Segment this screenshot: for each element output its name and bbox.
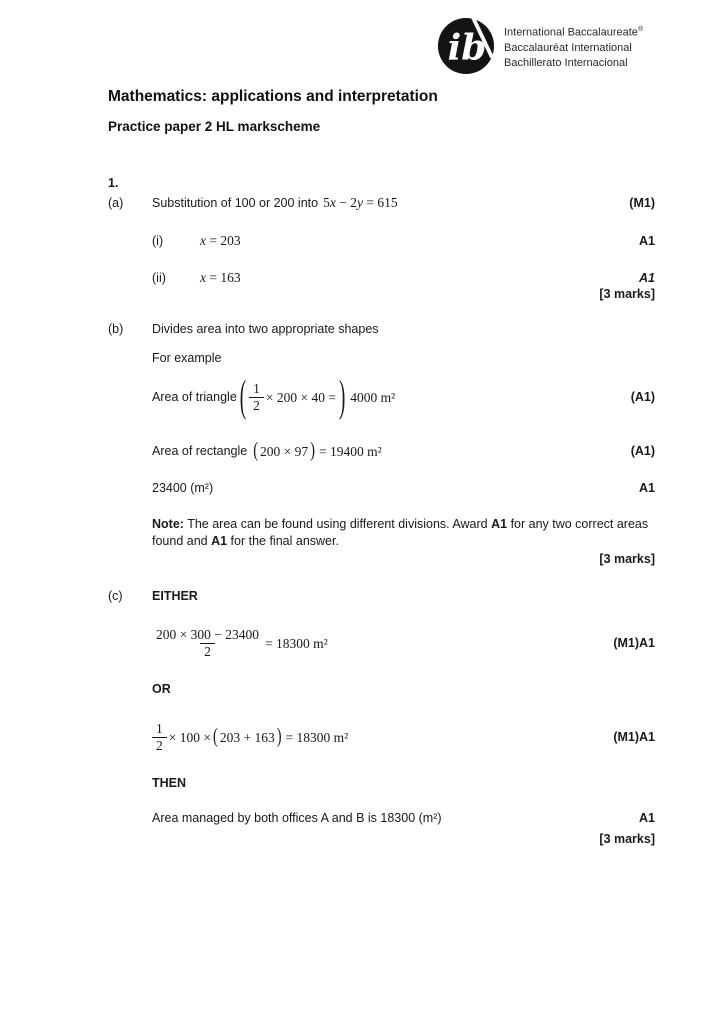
rectangle-expression: 200 × 97 — [260, 443, 309, 459]
note-mark-a1: A1 — [491, 517, 508, 531]
fraction-numerator: 200 × 300 − 23400 — [156, 626, 259, 642]
examiner-note — [152, 516, 658, 550]
part-b-marks-row — [108, 551, 655, 568]
open-paren: ( — [253, 439, 259, 463]
or-equation-inner: 203 + 163 — [219, 729, 275, 745]
open-paren: ( — [239, 372, 247, 422]
part-a-i-row — [108, 232, 655, 250]
page-subtitle: Practice paper 2 HL markscheme — [108, 119, 321, 134]
part-a-label: (a) — [108, 196, 124, 210]
eq-value: = 203 — [206, 233, 241, 248]
eq-var-x: x — [200, 270, 206, 285]
part-b-label: (b) — [108, 322, 124, 336]
eq-op: − 2 — [335, 195, 357, 210]
fraction-denominator: 2 — [152, 737, 167, 754]
part-a-text: Substitution of 100 or 200 into — [152, 196, 319, 210]
mark-a1: (A1) — [630, 389, 655, 404]
rectangle-area-row — [108, 437, 655, 465]
part-c-label: (c) — [108, 589, 123, 603]
final-answer-text: Area managed by both offices A and B is 18300 (m²) — [152, 811, 442, 825]
ib-logo-wordmark — [504, 17, 643, 75]
logo-name-en-text: International Baccalaureate — [504, 26, 638, 39]
mark-m1: (M1) — [629, 196, 655, 210]
eq-var-x: x — [200, 233, 206, 248]
either-equation-row — [108, 618, 655, 668]
for-example-text: For example — [152, 351, 222, 365]
fraction-area-calc — [152, 627, 263, 660]
question-number: 1. — [108, 176, 119, 190]
note-text: for the final answer. — [227, 534, 339, 548]
open-paren: ( — [212, 725, 218, 749]
part-a-row — [108, 194, 655, 212]
part-a-i-label: (i) — [152, 234, 164, 248]
marks-total: [3 marks] — [599, 832, 655, 846]
triangle-prefix: Area of triangle — [152, 389, 237, 404]
part-a-marks-row — [108, 286, 655, 303]
final-answer-row — [108, 810, 655, 827]
rectangle-prefix: Area of rectangle — [152, 443, 248, 458]
eq-var-y: y — [356, 195, 363, 210]
mark-a1: A1 — [639, 234, 655, 248]
eq-coeff: 5 — [323, 195, 330, 210]
fraction-denominator: 2 — [249, 397, 264, 414]
part-a-ii-row — [108, 269, 655, 287]
marks-total: [3 marks] — [599, 552, 655, 566]
part-c-marks-row — [108, 831, 655, 848]
ib-logo — [437, 17, 643, 75]
either-equation-result: = 18300 m² — [264, 635, 328, 651]
part-c-row — [108, 588, 655, 605]
eq-value: = 163 — [206, 270, 241, 285]
note-label: Note: — [152, 517, 184, 531]
mark-m1a1: (M1)A1 — [613, 635, 655, 650]
total-area-value: 23400 (m²) — [152, 481, 214, 495]
triangle-area-row — [108, 372, 655, 422]
logo-name-fr: Baccalauréat International — [504, 41, 632, 54]
part-a-ii-answer — [200, 269, 241, 286]
mark-a1: A1 — [639, 481, 655, 495]
or-equation-mid: × 100 × — [168, 729, 211, 745]
eq-var-x: x — [329, 195, 336, 210]
ib-logo-icon — [437, 17, 495, 75]
close-paren: ) — [338, 372, 346, 422]
mark-a1: A1 — [639, 811, 655, 825]
close-paren: ) — [276, 725, 282, 749]
part-a-ii-label: (ii) — [152, 271, 166, 285]
marks-total: [3 marks] — [599, 287, 655, 301]
triangle-expression: × 200 × 40 = — [265, 389, 336, 405]
or-equation-result: = 18300 m² — [285, 729, 349, 745]
total-area-row — [108, 480, 655, 497]
mark-a1: (A1) — [630, 443, 655, 458]
or-equation-row — [108, 712, 655, 762]
fraction-denominator: 2 — [200, 643, 215, 660]
ib-monogram: ib — [447, 26, 487, 69]
note-text: The area can be found using different divisions. Award — [183, 517, 492, 531]
part-b-text: Divides area into two appropriate shapes — [152, 322, 379, 336]
note-text: for any two correct areas found and — [152, 517, 649, 548]
fraction-numerator: 1 — [253, 380, 260, 396]
fraction-numerator: 1 — [156, 720, 163, 736]
either-heading: EITHER — [152, 589, 198, 603]
logo-name-en — [504, 22, 643, 41]
part-a-equation — [323, 194, 398, 211]
triangle-result: 4000 m² — [350, 389, 396, 405]
eq-rhs: = 615 — [362, 195, 398, 210]
mark-a1-ft: A1 — [639, 271, 655, 285]
then-heading: THEN — [152, 776, 187, 790]
logo-name-es: Bachillerato Internacional — [504, 56, 628, 69]
fraction-one-half — [249, 381, 264, 414]
mark-m1a1: (M1)A1 — [613, 729, 655, 744]
rectangle-result: = 19400 m² — [319, 443, 382, 459]
or-heading: OR — [152, 682, 171, 696]
fraction-one-half — [152, 721, 167, 754]
close-paren: ) — [310, 439, 316, 463]
note-mark-a1: A1 — [211, 534, 228, 548]
page-title: Mathematics: applications and interpretation — [108, 88, 438, 105]
part-a-i-answer — [200, 232, 241, 249]
part-b-row — [108, 321, 655, 338]
registered-trademark: ® — [637, 26, 644, 33]
